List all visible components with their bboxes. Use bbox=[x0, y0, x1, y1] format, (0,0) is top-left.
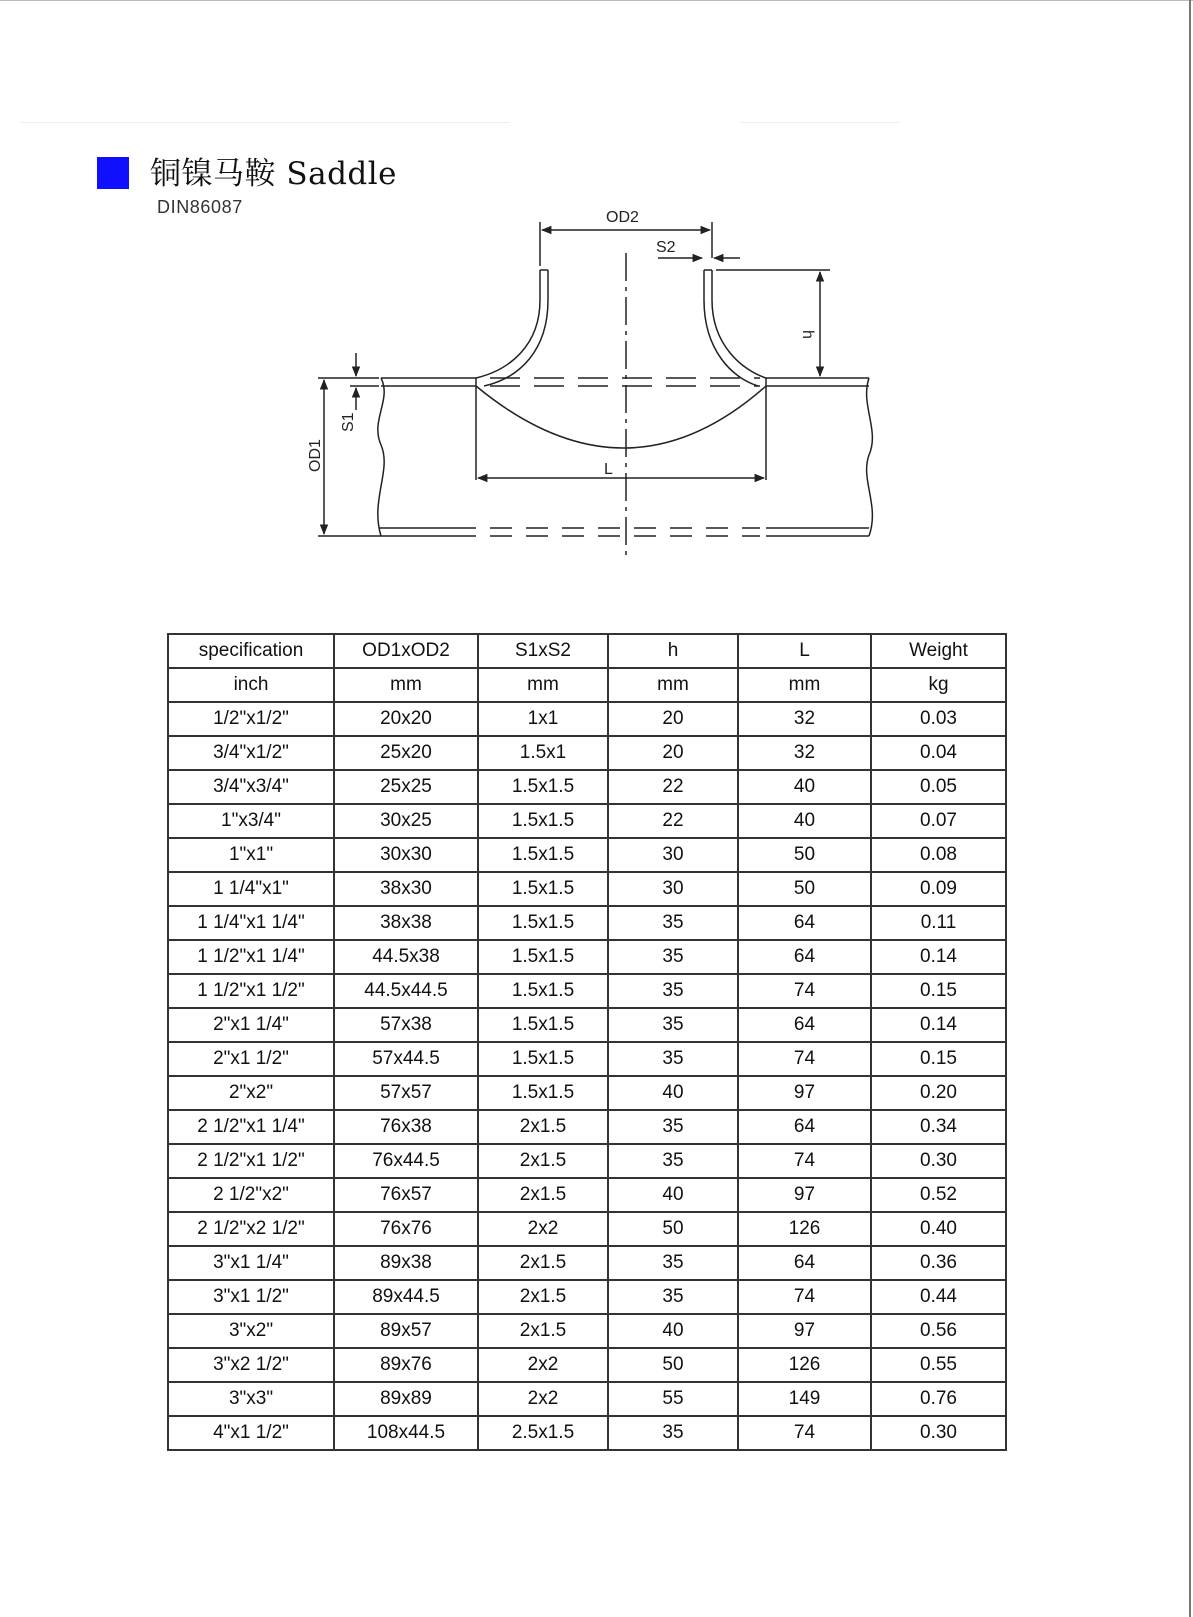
weight-cell: 0.04 bbox=[871, 736, 1006, 770]
l-cell: 32 bbox=[738, 736, 871, 770]
standard-code: DIN86087 bbox=[157, 197, 243, 217]
weight-cell: 0.09 bbox=[871, 872, 1006, 906]
label-s2: S2 bbox=[656, 239, 676, 256]
od-cell: 25x20 bbox=[334, 736, 478, 770]
s-cell: mm bbox=[478, 668, 608, 702]
weight-cell: 0.03 bbox=[871, 702, 1006, 736]
s-cell: 1.5x1.5 bbox=[478, 940, 608, 974]
spec-cell: 3"x1 1/4" bbox=[168, 1246, 334, 1280]
weight-cell: 0.55 bbox=[871, 1348, 1006, 1382]
s-cell: 2x2 bbox=[478, 1348, 608, 1382]
l-cell: 126 bbox=[738, 1212, 871, 1246]
table-row bbox=[168, 736, 1006, 770]
faint-rule bbox=[20, 122, 510, 123]
table-row bbox=[168, 872, 1006, 906]
table-row bbox=[168, 1076, 1006, 1110]
od-cell: 57x57 bbox=[334, 1076, 478, 1110]
od-cell: OD1xOD2 bbox=[334, 634, 478, 668]
page-right-border bbox=[1189, 0, 1191, 1617]
h-cell: 22 bbox=[608, 804, 738, 838]
table-row bbox=[168, 1008, 1006, 1042]
od-cell: 89x89 bbox=[334, 1382, 478, 1416]
weight-cell: 0.30 bbox=[871, 1144, 1006, 1178]
od-cell: 76x57 bbox=[334, 1178, 478, 1212]
spec-cell: 3"x1 1/2" bbox=[168, 1280, 334, 1314]
table-row bbox=[168, 702, 1006, 736]
od-cell: 108x44.5 bbox=[334, 1416, 478, 1450]
saddle-drawing bbox=[300, 205, 900, 565]
s-cell: 1.5x1.5 bbox=[478, 1076, 608, 1110]
s-cell: 2x1.5 bbox=[478, 1178, 608, 1212]
table-row bbox=[168, 1416, 1006, 1450]
label-od2: OD2 bbox=[606, 209, 639, 226]
od-cell: 38x30 bbox=[334, 872, 478, 906]
weight-cell: 0.14 bbox=[871, 940, 1006, 974]
label-l: L bbox=[604, 461, 613, 478]
od-cell: 57x44.5 bbox=[334, 1042, 478, 1076]
spec-table bbox=[167, 633, 1007, 1451]
weight-cell: 0.76 bbox=[871, 1382, 1006, 1416]
od-cell: 30x25 bbox=[334, 804, 478, 838]
od-cell: 44.5x38 bbox=[334, 940, 478, 974]
spec-cell: 1 1/4"x1" bbox=[168, 872, 334, 906]
table-row bbox=[168, 1042, 1006, 1076]
break-line-left bbox=[378, 378, 384, 536]
l-cell: 40 bbox=[738, 770, 871, 804]
weight-cell: 0.07 bbox=[871, 804, 1006, 838]
h-cell: 55 bbox=[608, 1382, 738, 1416]
weight-cell: 0.08 bbox=[871, 838, 1006, 872]
h-cell: 40 bbox=[608, 1178, 738, 1212]
l-cell: 40 bbox=[738, 804, 871, 838]
h-cell: 35 bbox=[608, 1042, 738, 1076]
table-row bbox=[168, 1144, 1006, 1178]
label-s1: S1 bbox=[340, 412, 357, 432]
table-row bbox=[168, 804, 1006, 838]
l-cell: mm bbox=[738, 668, 871, 702]
l-cell: 32 bbox=[738, 702, 871, 736]
weight-cell: 0.34 bbox=[871, 1110, 1006, 1144]
weight-cell: 0.14 bbox=[871, 1008, 1006, 1042]
l-cell: 149 bbox=[738, 1382, 871, 1416]
page-title: 铜镍马鞍 Saddle bbox=[150, 156, 398, 192]
od-cell: 57x38 bbox=[334, 1008, 478, 1042]
h-cell: 35 bbox=[608, 1246, 738, 1280]
od-cell: 89x57 bbox=[334, 1314, 478, 1348]
faint-rule bbox=[740, 122, 900, 123]
l-cell: L bbox=[738, 634, 871, 668]
l-cell: 126 bbox=[738, 1348, 871, 1382]
s-cell: 1.5x1.5 bbox=[478, 1042, 608, 1076]
spec-cell: 2 1/2"x2" bbox=[168, 1178, 334, 1212]
l-cell: 74 bbox=[738, 1042, 871, 1076]
weight-cell: 0.52 bbox=[871, 1178, 1006, 1212]
s-cell: 1.5x1.5 bbox=[478, 974, 608, 1008]
weight-cell: 0.15 bbox=[871, 974, 1006, 1008]
weight-cell: 0.15 bbox=[871, 1042, 1006, 1076]
s-cell: 2x2 bbox=[478, 1382, 608, 1416]
table-header-row bbox=[168, 634, 1006, 668]
spec-cell: 3"x2 1/2" bbox=[168, 1348, 334, 1382]
h-cell: 35 bbox=[608, 1416, 738, 1450]
label-od1: OD1 bbox=[307, 439, 324, 472]
h-cell: 35 bbox=[608, 940, 738, 974]
s-cell: 1.5x1.5 bbox=[478, 1008, 608, 1042]
spec-cell: 1 1/2"x1 1/4" bbox=[168, 940, 334, 974]
table-row bbox=[168, 906, 1006, 940]
od-cell: 30x30 bbox=[334, 838, 478, 872]
spec-cell: 2 1/2"x1 1/2" bbox=[168, 1144, 334, 1178]
table-row bbox=[168, 1280, 1006, 1314]
weight-cell: 0.05 bbox=[871, 770, 1006, 804]
branch-right-outer bbox=[712, 270, 766, 378]
weight-cell: 0.30 bbox=[871, 1416, 1006, 1450]
l-cell: 64 bbox=[738, 1110, 871, 1144]
od-cell: 89x44.5 bbox=[334, 1280, 478, 1314]
break-line-right bbox=[867, 378, 873, 536]
branch-left-inner bbox=[484, 270, 548, 386]
od-cell: 76x44.5 bbox=[334, 1144, 478, 1178]
table-row bbox=[168, 1246, 1006, 1280]
od-cell: 25x25 bbox=[334, 770, 478, 804]
table-row bbox=[168, 940, 1006, 974]
table-row bbox=[168, 1314, 1006, 1348]
s-cell: 2x1.5 bbox=[478, 1314, 608, 1348]
spec-cell: 1"x1" bbox=[168, 838, 334, 872]
spec-cell: 3/4"x3/4" bbox=[168, 770, 334, 804]
h-cell: 30 bbox=[608, 872, 738, 906]
s-cell: 1.5x1.5 bbox=[478, 872, 608, 906]
spec-cell: 1"x3/4" bbox=[168, 804, 334, 838]
s-cell: 1.5x1.5 bbox=[478, 838, 608, 872]
s-cell: 2x1.5 bbox=[478, 1110, 608, 1144]
s-cell: 1.5x1.5 bbox=[478, 770, 608, 804]
h-cell: mm bbox=[608, 668, 738, 702]
l-cell: 97 bbox=[738, 1178, 871, 1212]
weight-cell: 0.11 bbox=[871, 906, 1006, 940]
weight-cell: 0.36 bbox=[871, 1246, 1006, 1280]
l-cell: 64 bbox=[738, 906, 871, 940]
h-cell: h bbox=[608, 634, 738, 668]
label-h: h bbox=[799, 330, 816, 339]
od-cell: mm bbox=[334, 668, 478, 702]
s-cell: 2x1.5 bbox=[478, 1280, 608, 1314]
h-cell: 35 bbox=[608, 1144, 738, 1178]
spec-cell: 1 1/2"x1 1/2" bbox=[168, 974, 334, 1008]
spec-cell: 3"x2" bbox=[168, 1314, 334, 1348]
spec-cell: 2"x1 1/4" bbox=[168, 1008, 334, 1042]
s-cell: S1xS2 bbox=[478, 634, 608, 668]
spec-cell: 1 1/4"x1 1/4" bbox=[168, 906, 334, 940]
weight-cell: kg bbox=[871, 668, 1006, 702]
s-cell: 2x1.5 bbox=[478, 1246, 608, 1280]
s-cell: 1.5x1.5 bbox=[478, 804, 608, 838]
s-cell: 2x2 bbox=[478, 1212, 608, 1246]
l-cell: 64 bbox=[738, 1008, 871, 1042]
table-row bbox=[168, 838, 1006, 872]
page-top-border bbox=[0, 0, 1193, 1]
weight-cell: Weight bbox=[871, 634, 1006, 668]
l-cell: 64 bbox=[738, 1246, 871, 1280]
l-cell: 74 bbox=[738, 1280, 871, 1314]
s-cell: 2.5x1.5 bbox=[478, 1416, 608, 1450]
l-cell: 64 bbox=[738, 940, 871, 974]
weight-cell: 0.20 bbox=[871, 1076, 1006, 1110]
s-cell: 1x1 bbox=[478, 702, 608, 736]
spec-cell: inch bbox=[168, 668, 334, 702]
table-row bbox=[168, 974, 1006, 1008]
h-cell: 35 bbox=[608, 1280, 738, 1314]
title-marker-square bbox=[97, 157, 129, 189]
table-row bbox=[168, 770, 1006, 804]
weight-cell: 0.56 bbox=[871, 1314, 1006, 1348]
table-row bbox=[168, 1382, 1006, 1416]
h-cell: 50 bbox=[608, 1212, 738, 1246]
spec-cell: 1/2"x1/2" bbox=[168, 702, 334, 736]
branch-left-outer bbox=[476, 270, 540, 378]
spec-cell: 2 1/2"x2 1/2" bbox=[168, 1212, 334, 1246]
l-cell: 50 bbox=[738, 838, 871, 872]
table-row bbox=[168, 1212, 1006, 1246]
s-cell: 1.5x1.5 bbox=[478, 906, 608, 940]
l-cell: 50 bbox=[738, 872, 871, 906]
spec-cell: 3"x3" bbox=[168, 1382, 334, 1416]
l-cell: 97 bbox=[738, 1314, 871, 1348]
weight-cell: 0.40 bbox=[871, 1212, 1006, 1246]
od-cell: 44.5x44.5 bbox=[334, 974, 478, 1008]
spec-cell: specification bbox=[168, 634, 334, 668]
spec-cell: 2 1/2"x1 1/4" bbox=[168, 1110, 334, 1144]
od-cell: 76x76 bbox=[334, 1212, 478, 1246]
h-cell: 40 bbox=[608, 1076, 738, 1110]
h-cell: 35 bbox=[608, 974, 738, 1008]
table-row bbox=[168, 1110, 1006, 1144]
od-cell: 89x76 bbox=[334, 1348, 478, 1382]
h-cell: 35 bbox=[608, 1008, 738, 1042]
spec-cell: 2"x1 1/2" bbox=[168, 1042, 334, 1076]
h-cell: 35 bbox=[608, 1110, 738, 1144]
od-cell: 38x38 bbox=[334, 906, 478, 940]
s-cell: 2x1.5 bbox=[478, 1144, 608, 1178]
table-row bbox=[168, 1178, 1006, 1212]
weight-cell: 0.44 bbox=[871, 1280, 1006, 1314]
l-cell: 74 bbox=[738, 1144, 871, 1178]
l-cell: 97 bbox=[738, 1076, 871, 1110]
h-cell: 40 bbox=[608, 1314, 738, 1348]
h-cell: 35 bbox=[608, 906, 738, 940]
spec-cell: 3/4"x1/2" bbox=[168, 736, 334, 770]
h-cell: 20 bbox=[608, 702, 738, 736]
table-row bbox=[168, 1348, 1006, 1382]
saddle-curve bbox=[476, 386, 766, 448]
h-cell: 50 bbox=[608, 1348, 738, 1382]
spec-cell: 4"x1 1/2" bbox=[168, 1416, 334, 1450]
spec-cell: 2"x2" bbox=[168, 1076, 334, 1110]
h-cell: 30 bbox=[608, 838, 738, 872]
l-cell: 74 bbox=[738, 974, 871, 1008]
l-cell: 74 bbox=[738, 1416, 871, 1450]
s-cell: 1.5x1 bbox=[478, 736, 608, 770]
table-units-row bbox=[168, 668, 1006, 702]
h-cell: 20 bbox=[608, 736, 738, 770]
od-cell: 89x38 bbox=[334, 1246, 478, 1280]
od-cell: 76x38 bbox=[334, 1110, 478, 1144]
h-cell: 22 bbox=[608, 770, 738, 804]
od-cell: 20x20 bbox=[334, 702, 478, 736]
